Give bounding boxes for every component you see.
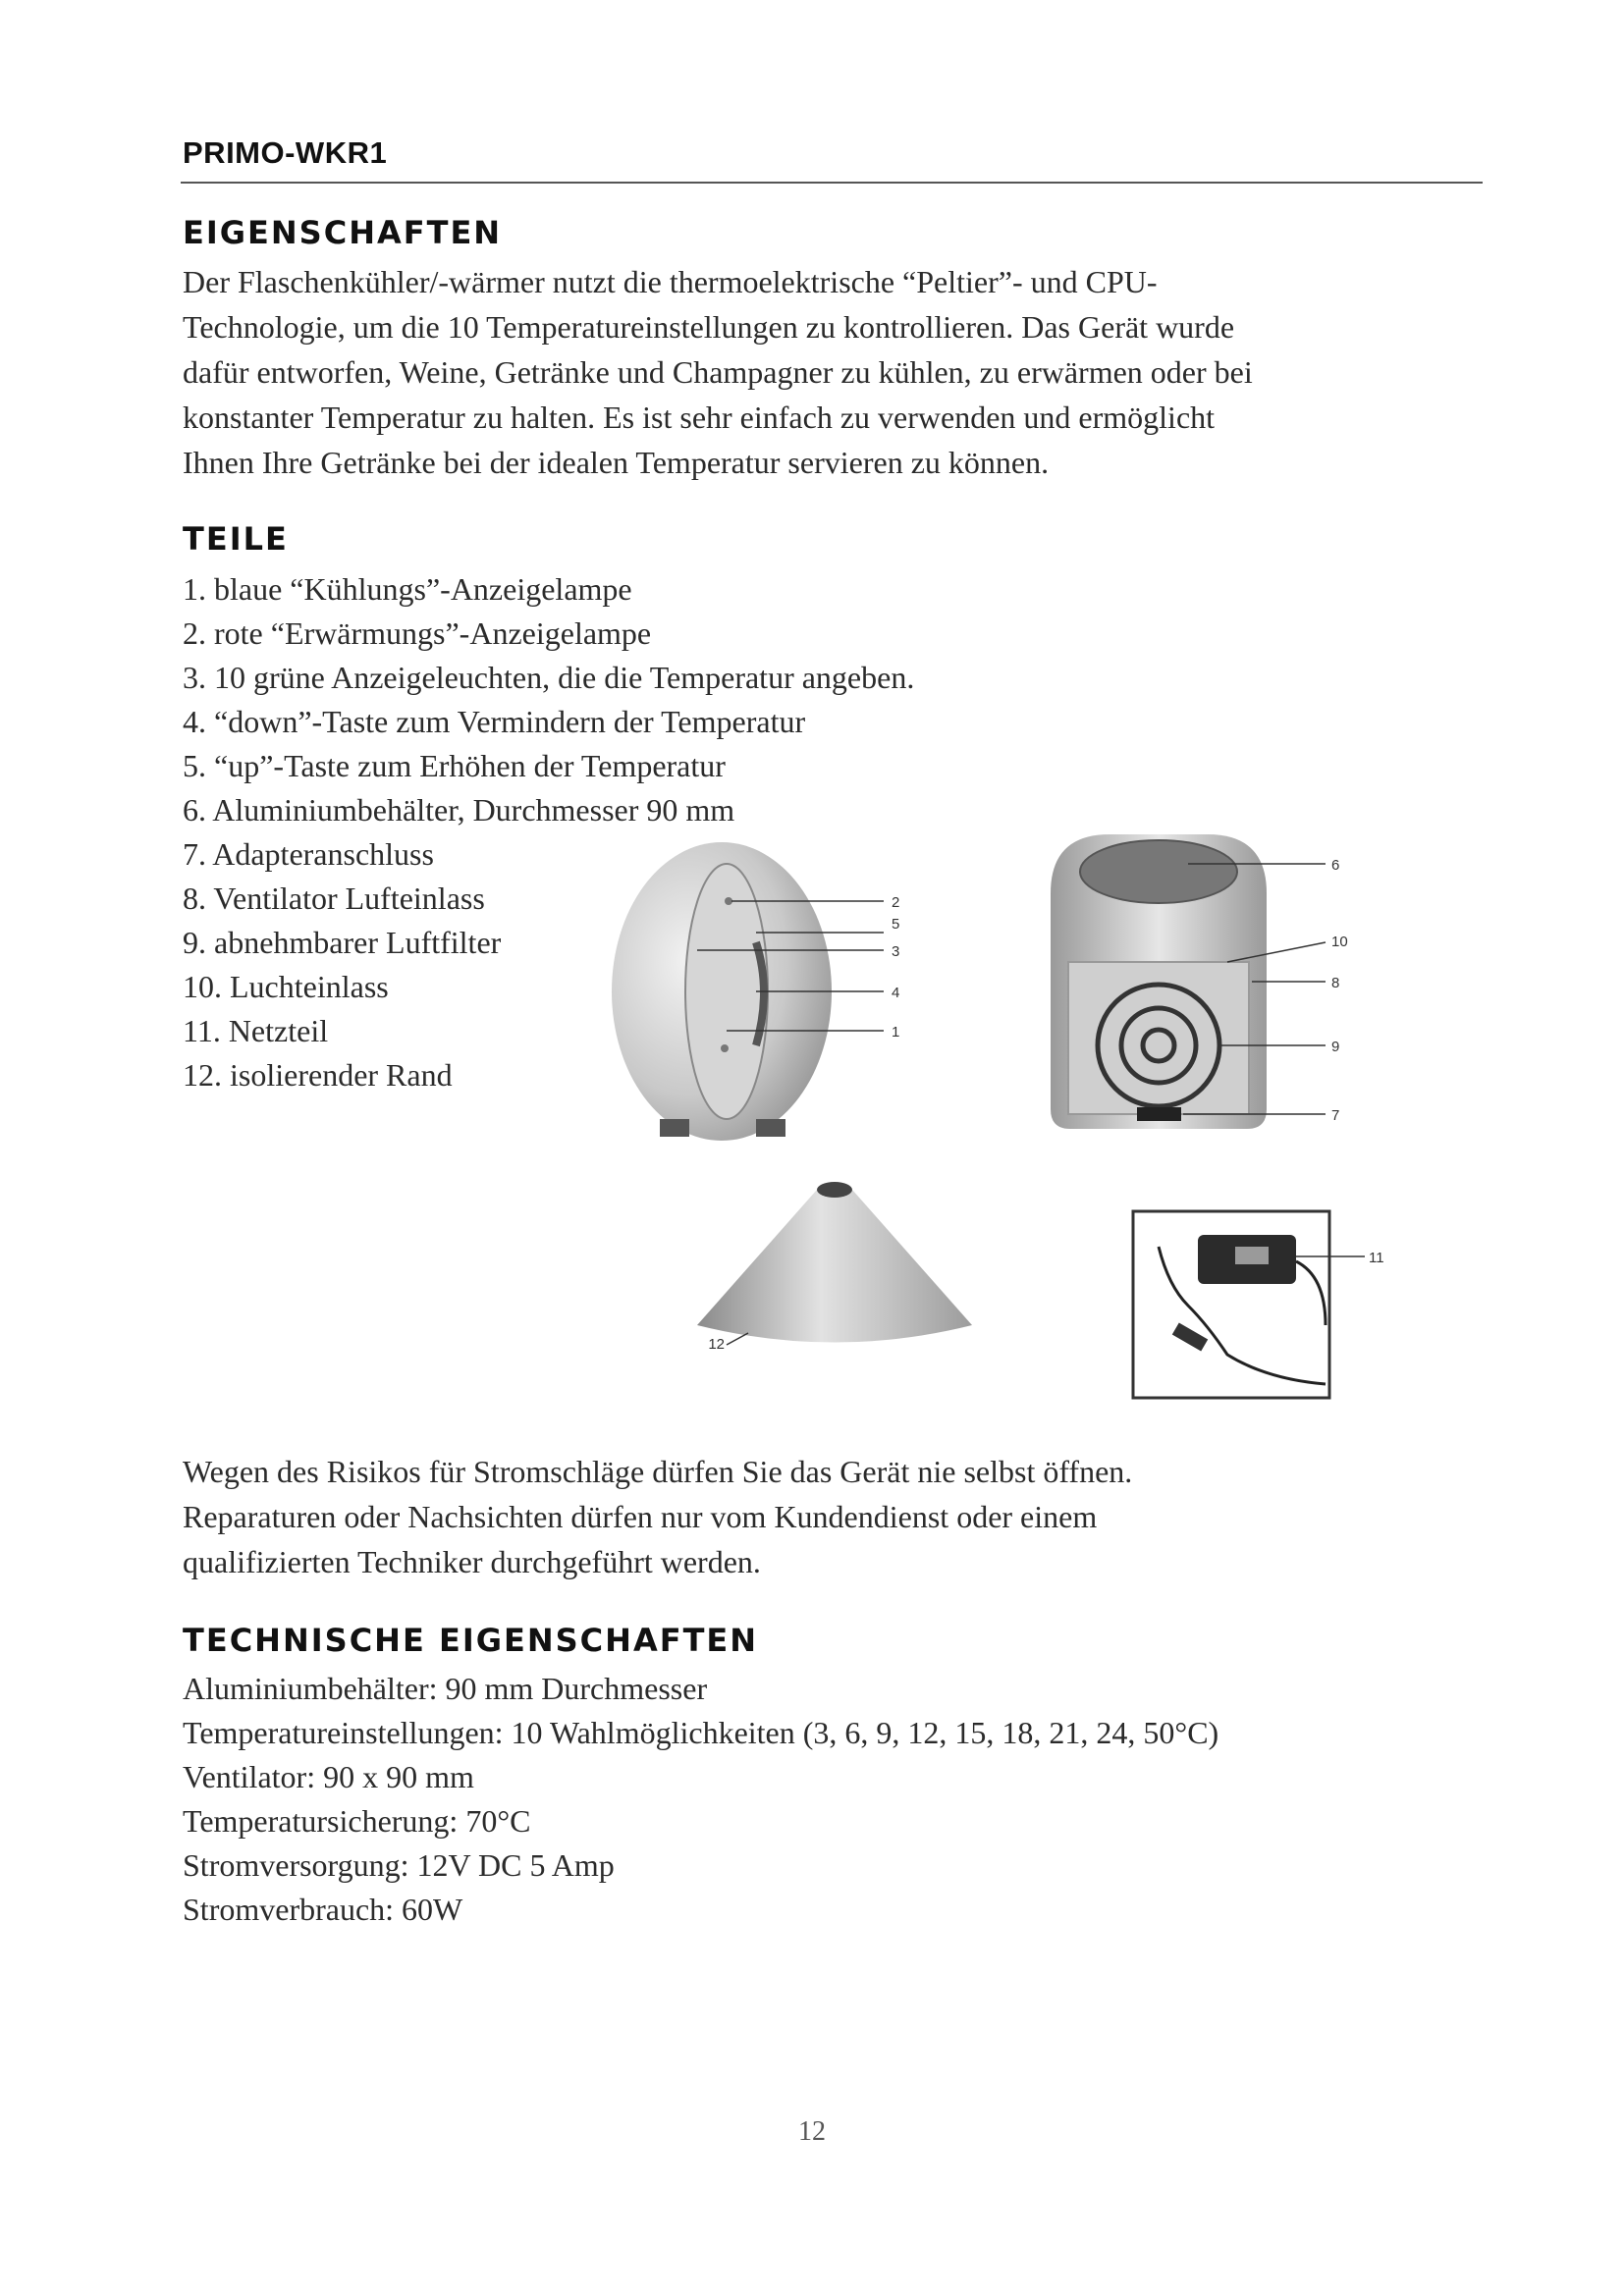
callout-label: 6 (1331, 857, 1340, 874)
cooling-led-shape (721, 1044, 729, 1052)
header-divider (181, 182, 1483, 184)
parts-list-item: 3. 10 grüne Anzeigeleuchten, die die Temperatur angeben. (183, 660, 915, 695)
spec-line: Ventilator: 90 x 90 mm (183, 1759, 474, 1794)
cone-opening (817, 1182, 852, 1198)
parts-list-item: 5. “up”-Taste zum Erhöhen der Temperatur (183, 748, 726, 783)
features-line: konstanter Temperatur zu halten. Es ist sehr einfach zu verwenden und ermöglicht (183, 400, 1216, 435)
callout-label: 5 (892, 916, 900, 933)
callout-label: 11 (1369, 1250, 1384, 1266)
power-adapter-illustration (1129, 1207, 1384, 1404)
specs-list (183, 1667, 1449, 1932)
parts-list-item: 11. Netzteil (183, 1013, 329, 1048)
callout-label: 3 (892, 943, 900, 960)
safety-warning-paragraph (183, 1449, 1449, 1584)
aluminium-container-opening (1080, 840, 1237, 903)
warning-line: qualifizierten Techniker durchgeführt werden. (183, 1544, 761, 1579)
callout-label: 12 (708, 1336, 725, 1353)
spec-line: Temperatursicherung: 70°C (183, 1803, 531, 1839)
parts-list-item: 4. “down”-Taste zum Vermindern der Temperatur (183, 704, 806, 739)
warning-line: Wegen des Risikos für Stromschläge dürfen Sie das Gerät nie selbst öffnen. (183, 1454, 1133, 1489)
callout-label: 8 (1331, 975, 1340, 991)
callout-label: 7 (1331, 1107, 1340, 1124)
features-line: dafür entworfen, Weine, Getränke und Champagner zu kühlen, zu erwärmen oder bei (183, 354, 1253, 390)
adapter-label-plate (1235, 1247, 1269, 1264)
cone-shape (697, 1190, 972, 1343)
section-title-parts: TEILE (183, 520, 289, 558)
parts-list-item: 1. blaue “Kühlungs”-Anzeigelampe (183, 571, 632, 607)
parts-list-item: 2. rote “Erwärmungs”-Anzeigelampe (183, 615, 652, 651)
callout-label: 4 (892, 985, 900, 1001)
features-line: Technologie, um die 10 Temperatureinstellungen zu kontrollieren. Das Gerät wurde (183, 309, 1235, 345)
device-back-illustration (1031, 825, 1375, 1148)
callout-label: 9 (1331, 1039, 1340, 1055)
callout-label: 1 (892, 1024, 900, 1041)
warning-line: Reparaturen oder Nachsichten dürfen nur vom Kundendienst oder einem (183, 1499, 1098, 1534)
parts-list-item: 9. abnehmbarer Luftfilter (183, 925, 502, 960)
insulating-rim-illustration (687, 1168, 982, 1364)
spec-line: Stromversorgung: 12V DC 5 Amp (183, 1847, 615, 1883)
callout-label: 10 (1331, 934, 1348, 950)
device-front-illustration (599, 825, 962, 1148)
features-line: Ihnen Ihre Getränke bei der idealen Temperatur servieren zu können. (183, 445, 1050, 480)
parts-list-item: 10. Luchteinlass (183, 969, 389, 1004)
parts-list-item: 7. Adapteranschluss (183, 836, 434, 872)
section-title-features: EIGENSCHAFTEN (183, 214, 503, 251)
features-line: Der Flaschenkühler/-wärmer nutzt die thermoelektrische “Peltier”- und CPU- (183, 264, 1158, 299)
parts-list-item: 6. Aluminiumbehälter, Durchmesser 90 mm (183, 792, 735, 828)
device-foot (756, 1119, 785, 1137)
device-foot (660, 1119, 689, 1137)
spec-line: Stromverbrauch: 60W (183, 1892, 463, 1927)
document-model-title: PRIMO-WKR1 (183, 135, 388, 170)
heating-led-shape (725, 897, 732, 905)
spec-line: Temperatureinstellungen: 10 Wahlmöglichkeiten (3, 6, 9, 12, 15, 18, 21, 24, 50°C) (183, 1715, 1219, 1750)
parts-list-item: 12. isolierender Rand (183, 1057, 453, 1093)
spec-line: Aluminiumbehälter: 90 mm Durchmesser (183, 1671, 708, 1706)
section-title-specs: TECHNISCHE EIGENSCHAFTEN (183, 1622, 759, 1659)
page-number: 12 (798, 2116, 826, 2147)
adapter-port (1137, 1107, 1181, 1121)
parts-list-item: 8. Ventilator Lufteinlass (183, 881, 485, 916)
callout-label: 2 (892, 894, 900, 911)
features-paragraph (183, 259, 1449, 485)
